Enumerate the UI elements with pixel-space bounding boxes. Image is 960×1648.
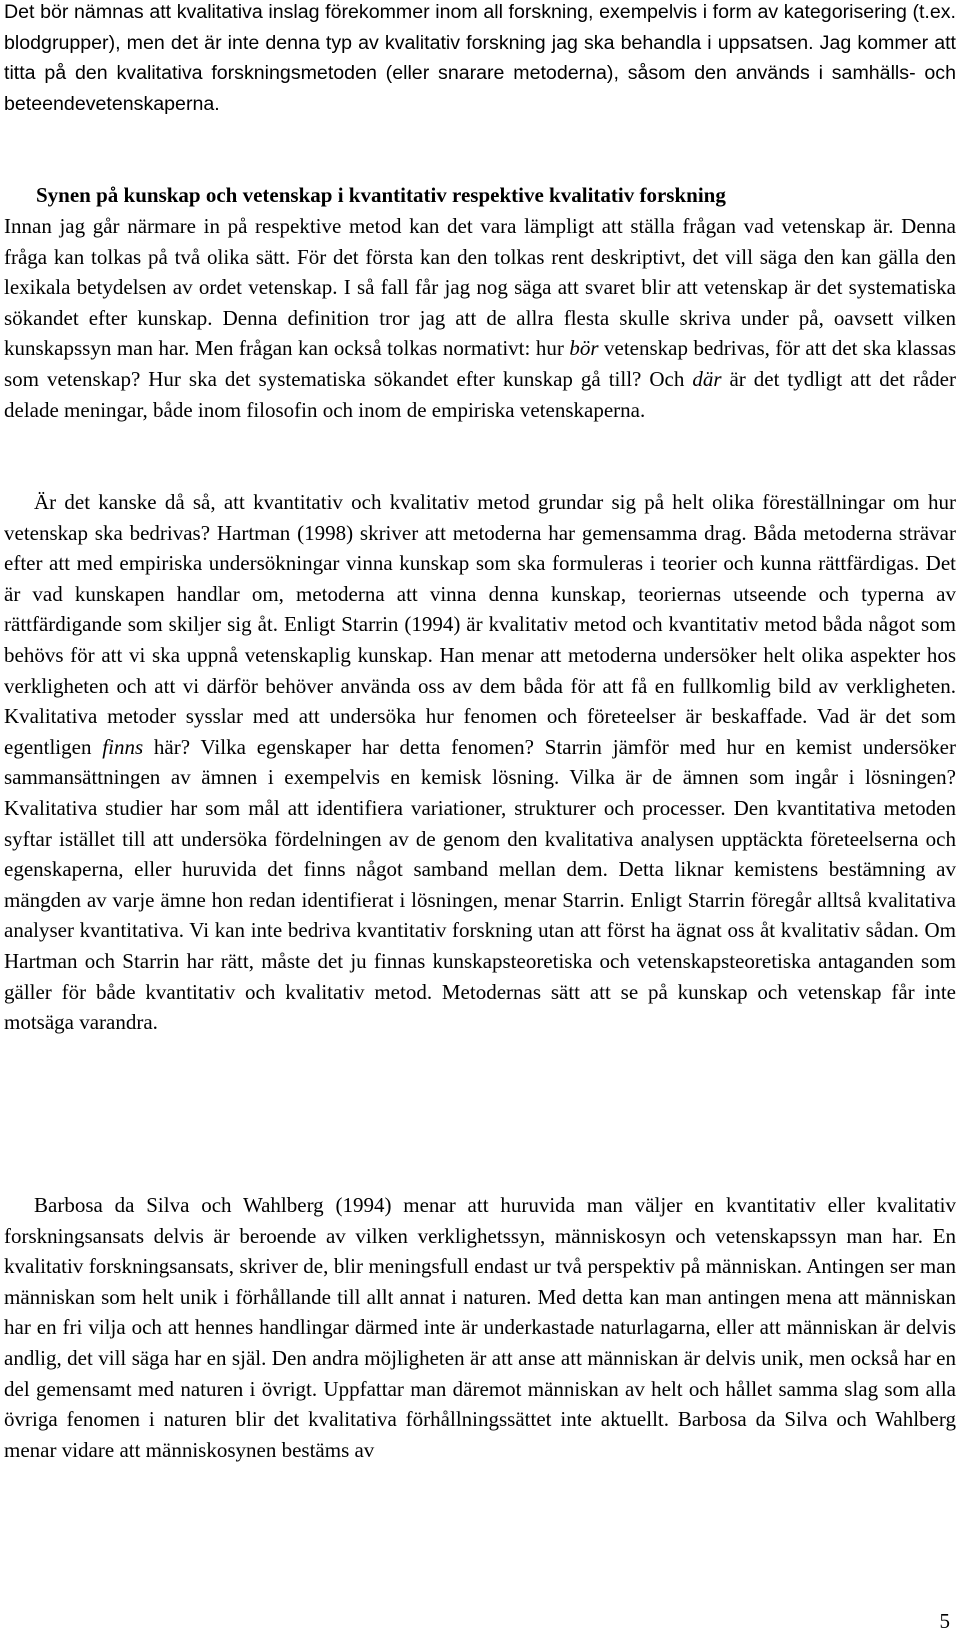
paragraph-1-part-c: är det tydligt att det råder delade meningar, både inom filosofin och inom de empiriska vetenskaperna.: [4, 366, 956, 422]
paragraph-3: Barbosa da Silva och Wahlberg (1994) menar att huruvida man väljer en kvantitativ eller kvalitativ forskningsansats delvis är beroende av vilken verklighetssyn, människosyn och vetenskapssyn man har. En kvalitativ forskningsansats, skriver de, blir meningsfull endast ur två perspektiv på människan. Antingen ser man människan som helt unik i förhållande till allt annat i naturen. Med detta kan man antingen mena att människan har en fri vilja och att hennes handlingar därmed inte är underkastade naturlagarna, eller att människan är delvis andlig, det vill säga har en själ. Den andra möjligheten är att anse att människan är delvis unik, men också har en del gemensamt med naturen i övrigt. Uppfattar man däremot människan av helt och hållet samma slag som alla övriga fenomen i naturen blir det kvalitativa förhållningssättet inte aktuellt. Barbosa da Silva och Wahlberg menar vidare att människosynen bestäms av: [4, 1193, 956, 1462]
page-number: 5: [939, 1609, 950, 1633]
intro-paragraph: Det bör nämnas att kvalitativa inslag förekommer inom all forskning, exempelvis i form av kategorisering (t.ex. blodgrupper), men det är inte denna typ av kvalitativ forskning jag ska behandla i uppsatsen. Jag kommer att titta på den kvalitativa forskningsmetoden (eller snarare metoderna), såsom den används i samhälls- och beteendevetenskaperna.: [4, 1, 956, 115]
paragraph-2: [4, 487, 956, 1038]
paragraph-1-part-b: vetenskap bedrivas, för att det ska klassas som vetenskap? Hur ska det systematiska sökandet efter kunskap gå till? Och: [4, 336, 957, 391]
section-heading: Synen på kunskap och vetenskap i kvantitativ respektive kvalitativ forskning: [36, 183, 726, 207]
paragraph-2-emphasis-1: finns: [102, 734, 144, 759]
paragraph-2-part-b: här? Vilka egenskaper har detta fenomen? Starrin jämför med hur en kemist undersöker sammansättningen av ämnen i exempelvis en kemisk lösning. Vilka är de ämnen som ingår i lösningen? Kvalitativa studier har som mål att identifiera variationer, strukturer och processer. Den kvantitativa metoden syftar istället till att undersöka fördelningen av de genom den kvalitativa analysen upptäckta företeelserna och egenskaperna, eller huruvida det finns något samband mellan dem. Detta liknar kemistens bestämning av mängden av varje ämne hon redan identifierat i lösningen, menar Starrin. Enligt Starrin föregår alltså kvalitativa analyser kvantitativa. Vi kan inte bedriva kvantitativ forskning utan att först ha ägnat oss åt kvalitativ sådan. Om Hartman och Starrin har rätt, måste det ju finnas kunskapsteoretiska och vetenskapsteoretiska antaganden som gäller för både kvantitativ och kvalitativ metod. Metodernas sätt att se på kunskap och vetenskap får inte motsäga varandra.: [4, 734, 956, 1035]
paragraph-1-emphasis-2: där: [692, 366, 722, 391]
paragraph-1-emphasis-1: bör: [569, 336, 599, 361]
paragraph-1-part-a: Innan jag går närmare in på respektive metod kan det vara lämpligt att ställa frågan vad vetenskap är. Denna fråga kan tolkas på två olika sätt. För det första kan den tolkas rent deskriptivt, det vill säga den kan gälla den lexikala betydelsen av ordet vetenskap. I så fall får jag nog säga att svaret blir att vetenskap är det systematiska sökandet efter kunskap. Denna definition tror jag att de allra flesta skulle skriva under på, oavsett vilken kunskapssyn man har. Men frågan kan också tolkas normativt: hur: [4, 214, 956, 361]
paragraph-2-part-a: Är det kanske då så, att kvantitativ och kvalitativ metod grundar sig på helt olika föreställningar om hur vetenskap ska bedrivas? Hartman (1998) skriver att metoderna har gemensamma drag. Båda metoderna strävar efter att med empiriska undersökningar vinna kunskap som ska formuleras i teorier och kunna rättfärdigas. Det är vad kunskapen handlar om, metoderna att vinna denna kunskap, teoriernas utseende och typerna av rättfärdigande som skiljer sig åt. Enligt Starrin (1994) är kvalitativ metod och kvantitativ metod båda något som behövs för att vi ska uppnå vetenskaplig kunskap. Han menar att metoderna undersöker helt olika aspekter hos verkligheten och att vi därför behöver använda oss av dem båda för att få en fullkomlig bild av verkligheten. Kvalitativa metoder sysslar med att undersöka hur fenomen och företeelser är beskaffade. Vad är det som egentligen: [4, 490, 956, 759]
paragraph-1: [4, 211, 956, 425]
